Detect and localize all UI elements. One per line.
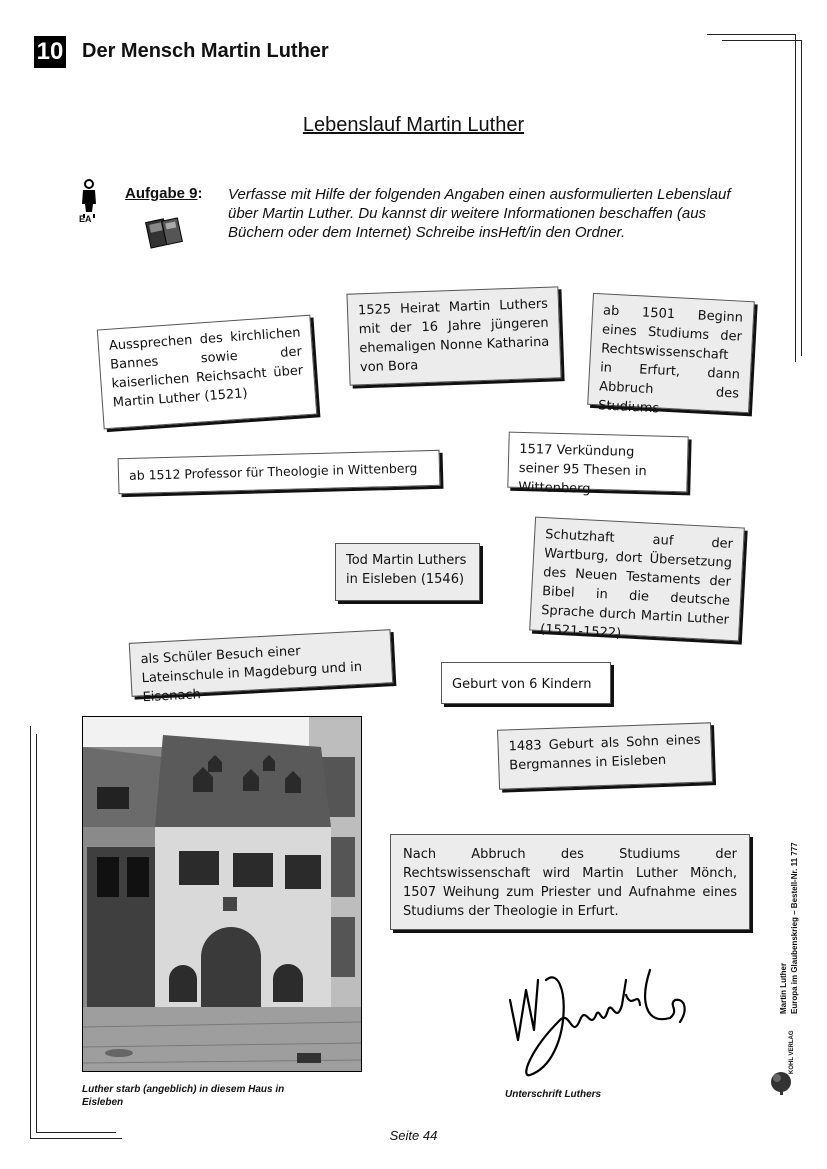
frame-line-left [30,726,31,1138]
chapter-title: Der Mensch Martin Luther [82,40,329,62]
book-icon [142,213,186,251]
card-children: Geburt von 6 Kindern [441,662,611,704]
publisher-name: KOHL VERLAG [789,1030,795,1074]
chapter-number: 10 [34,36,66,68]
card-marriage: 1525 Heirat Martin Luthers mit der 16 Jahre jüngeren ehemaligen Nonne Katharina von Bora [346,286,561,385]
frame-line-right-inner [801,40,802,356]
card-death: Tod Martin Luthers in Eisleben (1546) [335,543,480,601]
frame-line-left-inner [36,734,37,1132]
task-label-suffix: : [197,185,203,202]
sheet-title: Lebenslauf Martin Luther [302,114,525,136]
card-latin-school: als Schüler Besuch einer Lateinschule in Magdeburg und in Eisenach [129,629,393,697]
signature-caption: Unterschrift Luthers [505,1089,602,1100]
side-title: Martin Luther [779,962,788,1014]
card-monk: Nach Abbruch des Studiums der Rechtswissenschaft wird Martin Luther Mönch, 1507 Weihung zum Priester und Aufnahme eines Studiums der Theologie in Erfurt. [390,834,750,930]
luther-death-house-photo [82,716,362,1072]
card-birth: 1483 Geburt als Sohn eines Bergmannes in Eisleben [497,722,713,789]
task-text: Verfasse mit Hilfe der folgenden Angaben einen ausformulierten Lebenslauf über Martin Luther. Du kannst dir weitere Informationen beschaffen (aus Büchern oder dem Internet) Schreibe insHeft/in den Ordner. [228,186,731,241]
card-banishment: Aussprechen des kirchlichen Bannes sowie der kaiserlichen Reichsacht über Martin Luther (1521) [97,315,317,430]
photo-caption: Luther starb (angeblich) in diesem Haus in Eisleben [82,1084,285,1108]
card-law-studies: ab 1501 Beginn eines Studiums der Rechtswissenschaft in Erfurt, dann Abbruch des Studiums [587,293,755,413]
card-wartburg: Schutzhaft auf der Wartburg, dort Übersetzung des Neuen Testaments der Bibel in die deutsche Sprache durch Martin Luther (1521-1522) [529,517,745,642]
frame-line-top-inner [722,40,802,41]
page-number: Seite 44 [389,1128,438,1143]
frame-line-top [707,34,795,35]
frame-line-right [795,34,796,362]
task-label [125,185,203,202]
house-illustration [83,717,361,1071]
task-label-text: Aufgabe 9 [125,185,198,202]
ea-label: EA [79,214,92,224]
side-subtitle: Europa im Glaubenskrieg – Bestell-Nr. 11 777 [790,842,799,1014]
card-professor: ab 1512 Professor für Theologie in Wittenberg [118,450,441,494]
kohl-verlag-logo [768,1068,796,1096]
luther-signature [500,950,700,1080]
card-theses: 1517 Verkündung seiner 95 Thesen in Wittenberg [507,432,688,493]
